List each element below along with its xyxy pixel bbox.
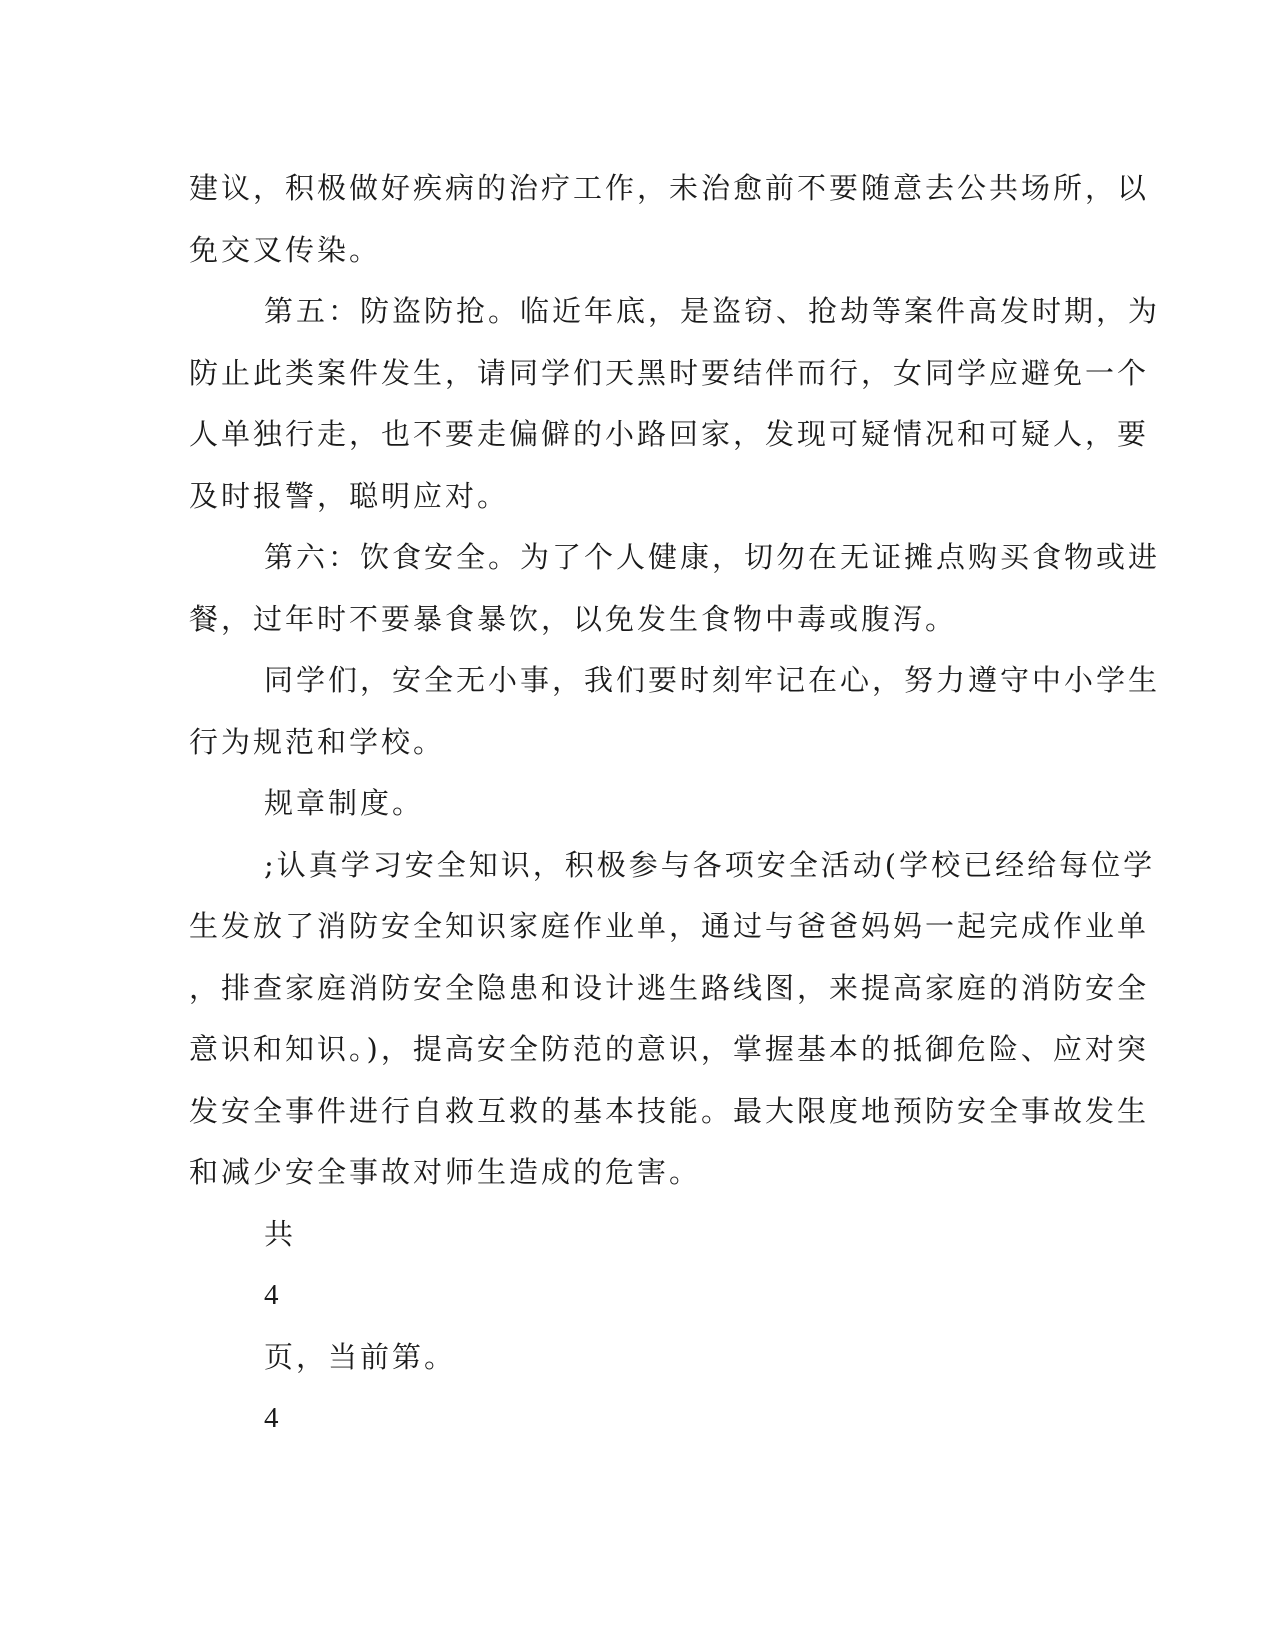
paragraph-2-continued (189, 343, 1150, 528)
text-line: 餐，过年时不要暴食暴饮，以免发生食物中毒或腹泻。 (189, 601, 958, 636)
text-line: 页，当前第。 (264, 1339, 457, 1374)
paragraph-6-continued (189, 896, 1150, 1204)
text-line: 及时报警，聪明应对。 (189, 478, 510, 513)
paragraph-2 (189, 281, 1161, 343)
text-line: 共 (264, 1216, 297, 1251)
paragraph-5 (189, 773, 1089, 835)
paragraph-1 (189, 158, 1150, 281)
total-pages-number: 4 (264, 1279, 279, 1311)
paragraph-4-continued (189, 712, 1089, 774)
text-line: 规章制度。 (264, 786, 425, 820)
text-line: 发安全事件进行自救互救的基本技能。最大限度地预防安全事故发生 (189, 1093, 1150, 1128)
text-line: 防止此类案件发生，请同学们天黑时要结伴而行，女同学应避免一个 (189, 355, 1150, 390)
text-line: 第五：防盗防抢。临近年底，是盗窃、抢劫等案件高发时期，为 (264, 294, 1161, 328)
paragraph-4 (189, 650, 1161, 712)
text-line: 第六：饮食安全。为了个人健康，切勿在无证摊点购买食物或进 (264, 540, 1161, 574)
page-count-current-prefix (189, 1327, 1089, 1389)
text-line: 人单独行走，也不要走偏僻的小路回家，发现可疑情况和可疑人，要 (189, 417, 1150, 451)
text-line: 同学们，安全无小事，我们要时刻牢记在心，努力遵守中小学生 (264, 663, 1161, 697)
paragraph-3-continued (189, 589, 1089, 651)
paragraph-6 (189, 835, 1156, 897)
page-count-current (189, 1388, 1089, 1450)
text-line: 建议，积极做好疾病的治疗工作，未治愈前不要随意去公共场所，以 (189, 171, 1150, 205)
text-line: ，排查家庭消防安全隐患和设计逃生路线图，来提高家庭的消防安全 (189, 970, 1150, 1005)
page-count-total (189, 1265, 1089, 1327)
text-line: 行为规范和学校。 (189, 724, 446, 759)
text-line: 免交叉传染。 (189, 232, 382, 267)
text-line: ;认真学习安全知识，积极参与各项安全活动(学校已经给每位学 (264, 847, 1156, 882)
paragraph-3 (189, 527, 1161, 589)
current-page-number: 4 (264, 1402, 279, 1434)
text-line: 生发放了消防安全知识家庭作业单，通过与爸爸妈妈一起完成作业单 (189, 909, 1150, 943)
text-line: 意识和知识。)，提高安全防范的意识，掌握基本的抵御危险、应对突 (189, 1032, 1149, 1066)
page-count-prefix (189, 1204, 1089, 1266)
text-line: 和减少安全事故对师生造成的危害。 (189, 1155, 702, 1189)
document-body (189, 158, 1161, 1450)
